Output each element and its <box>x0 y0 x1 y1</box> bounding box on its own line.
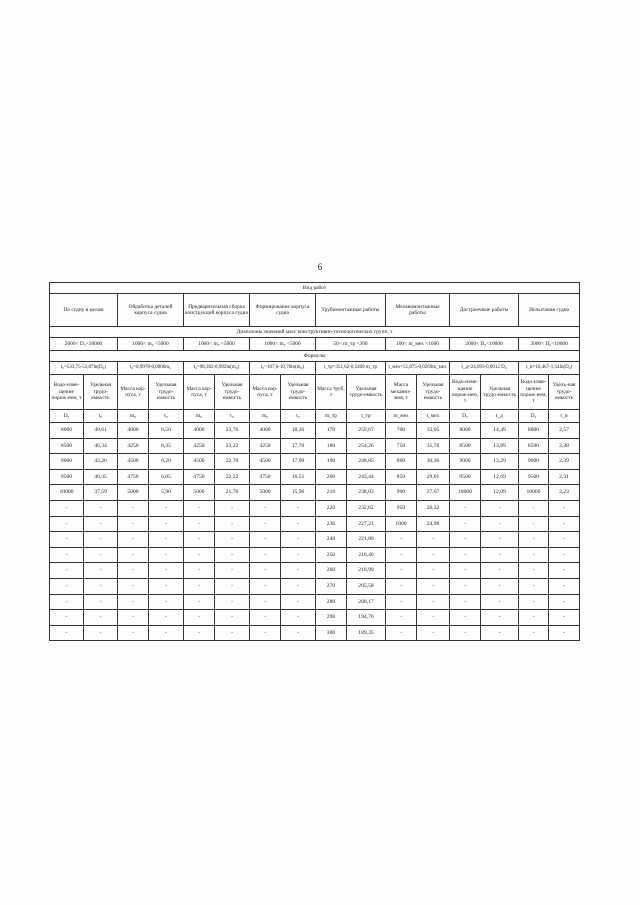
table-cell: 13,29 <box>481 454 519 470</box>
page-number: 6 <box>317 262 323 272</box>
formula-cell: t_тр=351,62-0,5409 m_тр <box>316 362 386 375</box>
range-cell: 100< m_мех <1000 <box>386 338 450 351</box>
table-cell: - <box>149 594 184 610</box>
table-cell: - <box>386 578 417 594</box>
range-cell: 2000< D₀<10000 <box>450 338 519 351</box>
table-cell: - <box>450 516 481 532</box>
table-cell: - <box>450 594 481 610</box>
table-cell: - <box>386 594 417 610</box>
table-cell: 260 <box>316 563 347 579</box>
table-cell: 259,67 <box>347 423 386 439</box>
table-cell: 6,50 <box>149 423 184 439</box>
table-cell: 4750 <box>184 469 215 485</box>
table-cell: - <box>149 516 184 532</box>
table-cell: - <box>184 563 215 579</box>
table-cell: 2,31 <box>549 469 580 485</box>
table-cell: 13,89 <box>481 438 519 454</box>
table-cell: 26,32 <box>417 500 450 516</box>
table-cell: 17,09 <box>281 454 316 470</box>
table-cell: - <box>386 610 417 626</box>
table-cell: - <box>281 594 316 610</box>
table-row <box>50 516 580 532</box>
table-cell: 221,80 <box>347 532 386 548</box>
table-cell: - <box>519 516 549 532</box>
table-cell: - <box>118 594 149 610</box>
table-cell: 43,26 <box>84 454 118 470</box>
column-symbol: D₀ <box>450 410 481 423</box>
column-symbol: t_и <box>549 410 580 423</box>
table-cell: - <box>549 578 580 594</box>
table-cell: - <box>549 563 580 579</box>
table-cell: - <box>481 625 519 641</box>
formula-cell: t_и=16,467-1,54ln(D₀) <box>519 362 580 375</box>
table-cell: - <box>450 625 481 641</box>
table-cell: - <box>118 500 149 516</box>
table-cell: - <box>50 578 84 594</box>
table-cell: - <box>450 500 481 516</box>
table-row <box>50 485 580 501</box>
table-cell: - <box>250 625 281 641</box>
table-cell: - <box>417 594 450 610</box>
table-cell: - <box>450 547 481 563</box>
category-header: Формирование корпуса судна <box>250 294 316 327</box>
table-row <box>50 500 580 516</box>
table-cell: - <box>215 625 250 641</box>
table-cell: 10000 <box>450 485 481 501</box>
table-cell: 17,70 <box>281 438 316 454</box>
table-cell: 4250 <box>250 438 281 454</box>
table-cell: 9500 <box>450 469 481 485</box>
table-cell: - <box>481 547 519 563</box>
table-cell: - <box>386 532 417 548</box>
table-cell: 220 <box>316 500 347 516</box>
column-subheader: Удельная трудо-емкость <box>215 375 250 410</box>
table-cell: 49,61 <box>84 423 118 439</box>
table-cell: - <box>149 547 184 563</box>
table-cell: - <box>481 500 519 516</box>
table-cell: 4500 <box>250 454 281 470</box>
table-cell: - <box>84 500 118 516</box>
table-cell: 10000 <box>519 485 549 501</box>
column-symbol: D₀ <box>519 410 549 423</box>
table-cell: 950 <box>386 500 417 516</box>
table-cell: 190 <box>316 454 347 470</box>
table-cell: - <box>549 532 580 548</box>
table-cell: - <box>50 500 84 516</box>
column-symbol: m_тр <box>316 410 347 423</box>
table-cell: - <box>184 547 215 563</box>
table-cell: - <box>50 563 84 579</box>
table-cell: 4250 <box>184 438 215 454</box>
table-cell: - <box>281 532 316 548</box>
table-cell: 280 <box>316 594 347 610</box>
table-cell: 227,21 <box>347 516 386 532</box>
column-subheader: Масса кор-пуса, т <box>184 375 215 410</box>
formula-cell: t₀=98,362-8,992ln(m₀) <box>184 362 250 375</box>
table-cell: 2,23 <box>549 485 580 501</box>
table-cell: 250 <box>316 547 347 563</box>
table-cell: 5,90 <box>149 485 184 501</box>
table-cell: 4500 <box>184 454 215 470</box>
column-subheader: Удельная трудо-емкость <box>347 375 386 410</box>
table-cell: 300 <box>316 625 347 641</box>
table-cell: - <box>386 547 417 563</box>
table-cell: 850 <box>386 469 417 485</box>
formula-cell: t_д=24,093-0,0012 D₀ <box>450 362 519 375</box>
table-cell: 31,70 <box>417 438 450 454</box>
table-cell: 210 <box>316 485 347 501</box>
table-cell: - <box>549 516 580 532</box>
table-cell: - <box>417 547 450 563</box>
table-cell: - <box>519 532 549 548</box>
table-cell: - <box>215 532 250 548</box>
table-cell: - <box>549 547 580 563</box>
column-symbol: t₀ <box>281 410 316 423</box>
column-symbol: m₀ <box>250 410 281 423</box>
table-cell: - <box>250 594 281 610</box>
table-title: Вид работ <box>50 283 580 294</box>
table-row <box>50 423 580 439</box>
table-cell: 290 <box>316 610 347 626</box>
table-cell: 40,35 <box>84 469 118 485</box>
table-cell: - <box>250 532 281 548</box>
table-cell: - <box>50 610 84 626</box>
table-cell: 700 <box>386 423 417 439</box>
table-cell: - <box>481 563 519 579</box>
table-cell: - <box>250 500 281 516</box>
table-cell: - <box>50 625 84 641</box>
table-cell: 27,67 <box>417 485 450 501</box>
table-cell: - <box>149 625 184 641</box>
table-cell: 8500 <box>50 438 84 454</box>
column-subheader: Удельная трудо-емкость <box>481 375 519 410</box>
formulas-title: Формулы <box>50 351 580 362</box>
table-row <box>50 438 580 454</box>
table-cell: 23,76 <box>215 423 250 439</box>
table-cell: - <box>215 578 250 594</box>
table-cell: - <box>84 563 118 579</box>
table-cell: 6,05 <box>149 469 184 485</box>
table-cell: - <box>549 500 580 516</box>
table-cell: 8500 <box>519 438 549 454</box>
table-cell: - <box>149 610 184 626</box>
table-cell: - <box>149 578 184 594</box>
table-cell: - <box>215 500 250 516</box>
table-cell: 9000 <box>450 454 481 470</box>
table-cell: - <box>184 516 215 532</box>
table-cell: 15,96 <box>281 485 316 501</box>
table-cell: - <box>215 594 250 610</box>
table-cell: - <box>549 625 580 641</box>
table-cell: 8000 <box>50 423 84 439</box>
table-cell: - <box>215 516 250 532</box>
column-symbol: t_тр <box>347 410 386 423</box>
column-subheader: Масса механиз-мов, т <box>386 375 417 410</box>
table-cell: - <box>118 563 149 579</box>
table-cell: 10000 <box>50 485 84 501</box>
table-cell: 900 <box>386 485 417 501</box>
column-symbol: D₀ <box>50 410 84 423</box>
table-cell: - <box>481 516 519 532</box>
table-cell: 9500 <box>519 469 549 485</box>
table-cell: - <box>184 594 215 610</box>
table-cell: 9000 <box>50 454 84 470</box>
table-cell: 12,69 <box>481 469 519 485</box>
column-subheader: Водо-изме-щение порож-нем, т <box>519 375 549 410</box>
table-cell: 8500 <box>450 438 481 454</box>
table-cell: - <box>519 625 549 641</box>
table-cell: - <box>149 500 184 516</box>
table-cell: 21,76 <box>215 485 250 501</box>
table-cell: - <box>450 563 481 579</box>
table-cell: - <box>549 610 580 626</box>
table-row <box>50 532 580 548</box>
table-cell: - <box>215 547 250 563</box>
column-subheader: Масса труб, т <box>316 375 347 410</box>
column-subheader: Удельная трудо-емкость <box>149 375 184 410</box>
range-cell: 1000< m₀ <5000 <box>250 338 316 351</box>
range-cell: 2000< D₀<10000 <box>50 338 118 351</box>
table-row <box>50 594 580 610</box>
column-symbol: m_мех <box>386 410 417 423</box>
table-cell: - <box>84 547 118 563</box>
table-cell: - <box>281 563 316 579</box>
table-cell: - <box>50 594 84 610</box>
table-row <box>50 625 580 641</box>
table-cell: - <box>84 594 118 610</box>
table-cell: - <box>149 532 184 548</box>
table-cell: 4000 <box>250 423 281 439</box>
table-cell: - <box>481 594 519 610</box>
table-cell: - <box>118 516 149 532</box>
table-cell: 24,98 <box>417 516 450 532</box>
table-cell: - <box>118 547 149 563</box>
table-cell: 2,39 <box>549 454 580 470</box>
column-subheader: Водо-изме-щение порож-нем, т <box>50 375 84 410</box>
column-subheader: Масса кор-пуса, т <box>250 375 281 410</box>
table-cell: 29,01 <box>417 469 450 485</box>
category-header: Достроечные работы <box>450 294 519 327</box>
table-cell: - <box>281 610 316 626</box>
column-subheader: Водо-изме-щение порож-нем, т <box>450 375 481 410</box>
table-cell: 6,20 <box>149 454 184 470</box>
table-cell: - <box>184 610 215 626</box>
table-row <box>50 563 580 579</box>
formula-cell: t₀=8,9978-0,0006m₀ <box>118 362 184 375</box>
column-subheader: Масса кор-пуса, т <box>118 375 149 410</box>
table-cell: 170 <box>316 423 347 439</box>
table-cell: 4750 <box>250 469 281 485</box>
table-cell: - <box>250 610 281 626</box>
table-cell: - <box>386 563 417 579</box>
table-cell: 4000 <box>184 423 215 439</box>
table-cell: 194,76 <box>347 610 386 626</box>
table-cell: - <box>417 563 450 579</box>
table-cell: - <box>281 516 316 532</box>
table-cell: - <box>250 563 281 579</box>
table-cell: - <box>84 516 118 532</box>
range-cell: 50< m_тр <300 <box>316 338 386 351</box>
ranges-title: Диапазоны значений масс конструктивно-технологических групп, т <box>50 327 580 338</box>
table-cell: - <box>450 610 481 626</box>
table-cell: 4500 <box>118 454 149 470</box>
table-cell: 37,59 <box>84 485 118 501</box>
table-cell: 14,49 <box>481 423 519 439</box>
column-subheader: Удельная трудо-емкость <box>281 375 316 410</box>
table-cell: - <box>215 563 250 579</box>
table-cell: 5000 <box>184 485 215 501</box>
table-cell: 254,26 <box>347 438 386 454</box>
table-cell: - <box>481 532 519 548</box>
table-cell: 248,85 <box>347 454 386 470</box>
table-cell: - <box>118 532 149 548</box>
table-cell: 4250 <box>118 438 149 454</box>
range-cell: 1000< m₀ <5000 <box>118 338 184 351</box>
range-cell: 2000< D₀<10000 <box>519 338 580 351</box>
category-header: Трубомонтажные работы <box>316 294 386 327</box>
column-subheader: Удель-ная трудо-емкость <box>549 375 580 410</box>
table-cell: - <box>417 578 450 594</box>
column-subheader: Удельная трудо-емкость <box>417 375 450 410</box>
table-cell: - <box>481 610 519 626</box>
table-cell: 5000 <box>118 485 149 501</box>
table-cell: 30,36 <box>417 454 450 470</box>
table-cell: - <box>184 625 215 641</box>
table-cell: - <box>481 578 519 594</box>
formula-cell: t_мех=51,875-0,0269m_мех <box>386 362 450 375</box>
table-cell: - <box>281 578 316 594</box>
column-symbol: t₀ <box>84 410 118 423</box>
table-cell: 238,03 <box>347 485 386 501</box>
table-cell: - <box>50 532 84 548</box>
table-cell: 5000 <box>250 485 281 501</box>
table-cell: - <box>84 578 118 594</box>
table-cell: 18,36 <box>281 423 316 439</box>
table-cell: - <box>118 578 149 594</box>
column-symbol: t₀ <box>215 410 250 423</box>
table-cell: - <box>118 610 149 626</box>
table-cell: - <box>250 578 281 594</box>
table-cell: 210,99 <box>347 563 386 579</box>
table-cell: 22,70 <box>215 454 250 470</box>
table-cell: 22,22 <box>215 469 250 485</box>
column-symbol: m₀ <box>184 410 215 423</box>
table-cell: 8000 <box>450 423 481 439</box>
table-cell: 9500 <box>50 469 84 485</box>
labor-intensity-table <box>49 282 580 641</box>
table-cell: 189,35 <box>347 625 386 641</box>
table-cell: 200 <box>316 469 347 485</box>
category-header: Обработка деталей корпуса судна <box>118 294 184 327</box>
column-symbol: t₀ <box>149 410 184 423</box>
table-cell: 4000 <box>118 423 149 439</box>
category-header: По судну в целом <box>50 294 118 327</box>
table-cell: 200,17 <box>347 594 386 610</box>
table-cell: - <box>84 610 118 626</box>
table-cell: - <box>519 547 549 563</box>
table-cell: - <box>118 625 149 641</box>
table-cell: - <box>386 625 417 641</box>
table-cell: 230 <box>316 516 347 532</box>
table-cell: 9000 <box>519 454 549 470</box>
column-symbol: t_д <box>481 410 519 423</box>
table-cell: - <box>519 594 549 610</box>
table-cell: 800 <box>386 454 417 470</box>
category-header: Предварительная сборка конструкций корпуса судна <box>184 294 250 327</box>
table-cell: - <box>519 578 549 594</box>
column-symbol: m₀ <box>118 410 149 423</box>
table-cell: 240 <box>316 532 347 548</box>
table-cell: 23,22 <box>215 438 250 454</box>
table-cell: 232,62 <box>347 500 386 516</box>
table-cell: 180 <box>316 438 347 454</box>
category-header: Механомонтажные работы <box>386 294 450 327</box>
table-row <box>50 454 580 470</box>
table-cell: - <box>184 532 215 548</box>
table-cell: 270 <box>316 578 347 594</box>
table-cell: - <box>450 532 481 548</box>
table-cell: 205,58 <box>347 578 386 594</box>
category-header: Испытания судна <box>519 294 580 327</box>
table-cell: - <box>281 625 316 641</box>
formula-cell: t₀=533,75-53,87ln(D₀) <box>50 362 118 375</box>
table-row <box>50 578 580 594</box>
table-cell: - <box>184 500 215 516</box>
table-cell: 33,05 <box>417 423 450 439</box>
table-cell: - <box>519 610 549 626</box>
table-row <box>50 469 580 485</box>
range-cell: 1000< m₀ <5000 <box>184 338 250 351</box>
table-cell: - <box>281 500 316 516</box>
table-cell: 46,34 <box>84 438 118 454</box>
table-cell: - <box>84 532 118 548</box>
table-cell: 6,35 <box>149 438 184 454</box>
table-cell: - <box>50 516 84 532</box>
table-cell: - <box>450 578 481 594</box>
table-cell: - <box>281 547 316 563</box>
table-cell: - <box>184 578 215 594</box>
column-subheader: Удельная трудо-емкость <box>84 375 118 410</box>
table-cell: - <box>519 563 549 579</box>
table-row <box>50 547 580 563</box>
table-cell: 2,57 <box>549 423 580 439</box>
table-cell: - <box>149 563 184 579</box>
table-cell: 1000 <box>386 516 417 532</box>
table-cell: 2,48 <box>549 438 580 454</box>
table-cell: - <box>84 625 118 641</box>
table-row <box>50 610 580 626</box>
table-cell: 750 <box>386 438 417 454</box>
table-cell: 4750 <box>118 469 149 485</box>
formula-cell: t₀=107,6-10,76ln(m₀) <box>250 362 316 375</box>
column-symbol: t_мех <box>417 410 450 423</box>
table-cell: - <box>519 500 549 516</box>
table-cell: 16,51 <box>281 469 316 485</box>
table-cell: - <box>549 594 580 610</box>
table-cell: 216,40 <box>347 547 386 563</box>
table-cell: - <box>50 547 84 563</box>
table-cell: - <box>250 547 281 563</box>
table-cell: - <box>417 625 450 641</box>
table-cell: 243,44 <box>347 469 386 485</box>
table-cell: 12,09 <box>481 485 519 501</box>
table-cell: - <box>417 532 450 548</box>
table-cell: - <box>215 610 250 626</box>
table-cell: 8000 <box>519 423 549 439</box>
table-cell: - <box>250 516 281 532</box>
table-cell: - <box>417 610 450 626</box>
